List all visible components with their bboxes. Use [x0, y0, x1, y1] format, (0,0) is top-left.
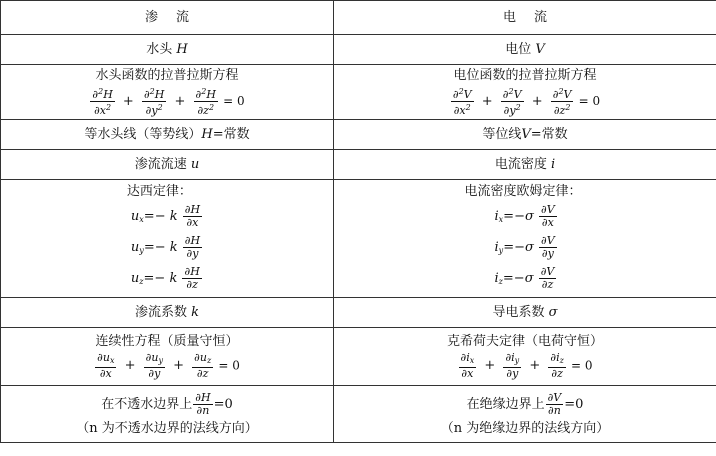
symbol: V	[535, 41, 545, 57]
cell-text: 电位	[505, 41, 532, 57]
ohm-law-block: 电流密度欧姆定律： $i_x=-\sigma$ $\frac{\partial V}{\partial x}$ $i_y=-\sigma$ $\frac{\partial V}{\partial y}$ $i_z=-\sigma$ $\frac{\partial V}{\partial z}$	[464, 184, 582, 291]
cell-impermeable-boundary	[1, 386, 334, 443]
table-row	[1, 35, 716, 65]
laplace-equation: $\frac{\partial^2H}{\partial x^2}$ + $\frac{\partial^2H}{\partial y^2}$ + $\frac{\partial^2H}{\partial z^2}$ = 0	[92, 86, 245, 117]
boundary-note: （n 为不透水边界的法线方向）	[76, 420, 258, 436]
cell-kirchhoff	[334, 328, 716, 386]
darcy-law-block: 达西定律： $u_x=- k$ $\frac{\partial H}{\partial x}$ $u_y=- k$ $\frac{\partial H}{\partial y}$ $u_z=- k$ $\frac{\partial H}{\partial z}$	[126, 184, 201, 291]
cell-ohm-law	[334, 180, 716, 298]
cell-current-density: 电流密度 i	[334, 150, 716, 180]
cell-title: 连续性方程（质量守恒）	[95, 333, 239, 349]
cell-title: 克希荷夫定律（电荷守恒）	[446, 333, 603, 349]
header-current: 电流	[334, 1, 716, 35]
cell-laplace-potential	[334, 65, 716, 120]
cell-text: 水头	[146, 41, 173, 57]
cell-continuity	[1, 328, 334, 386]
table-row	[1, 120, 716, 150]
cell-conductivity: 导电系数 σ	[334, 298, 716, 328]
cell-title: 电位函数的拉普拉斯方程	[453, 67, 597, 83]
cell-equipotential-head: 等水头线（等势线）H=常数	[1, 120, 334, 150]
cell-seepage-coefficient: 渗流系数 k	[1, 298, 334, 328]
header-row	[1, 1, 716, 35]
cell-head	[1, 35, 334, 65]
table-row	[1, 180, 716, 298]
cell-velocity: 渗流流速 u	[1, 150, 334, 180]
table-row	[1, 298, 716, 328]
cell-title: 水头函数的拉普拉斯方程	[95, 67, 239, 83]
symbol: H	[176, 41, 188, 57]
boundary-note: （n 为绝缘边界的法线方向）	[440, 420, 610, 436]
table-row	[1, 150, 716, 180]
laplace-equation: $\frac{\partial^2V}{\partial x^2}$ + $\frac{\partial^2V}{\partial y^2}$ + $\frac{\partial^2V}{\partial z^2}$ = 0	[452, 86, 601, 117]
header-seepage: 渗流	[1, 1, 334, 35]
cell-darcy-law	[1, 180, 334, 298]
table-row	[1, 386, 716, 443]
kirchhoff-equation: $\frac{\partial i_x}{\partial x}$ + $\frac{\partial i_y}{\partial y}$ + $\frac{\partial i_z}{\partial z}$ = 0	[460, 350, 593, 380]
continuity-equation: $\frac{\partial u_x}{\partial x}$ + $\frac{\partial u_y}{\partial y}$ + $\frac{\partial u_z}{\partial z}$ = 0	[97, 350, 240, 380]
boundary-condition: 在不透水边界上 $\frac{\partial H}{\partial n}$ =0	[101, 390, 233, 417]
cell-equipotential-voltage: 等位线V=常数	[334, 120, 716, 150]
cell-laplace-head	[1, 65, 334, 120]
cell-insulated-boundary	[334, 386, 716, 443]
table-row	[1, 328, 716, 386]
table-row	[1, 65, 716, 120]
boundary-condition: 在绝缘边界上 $\frac{\partial V}{\partial n}$ =0	[466, 390, 584, 417]
cell-potential	[334, 35, 716, 65]
